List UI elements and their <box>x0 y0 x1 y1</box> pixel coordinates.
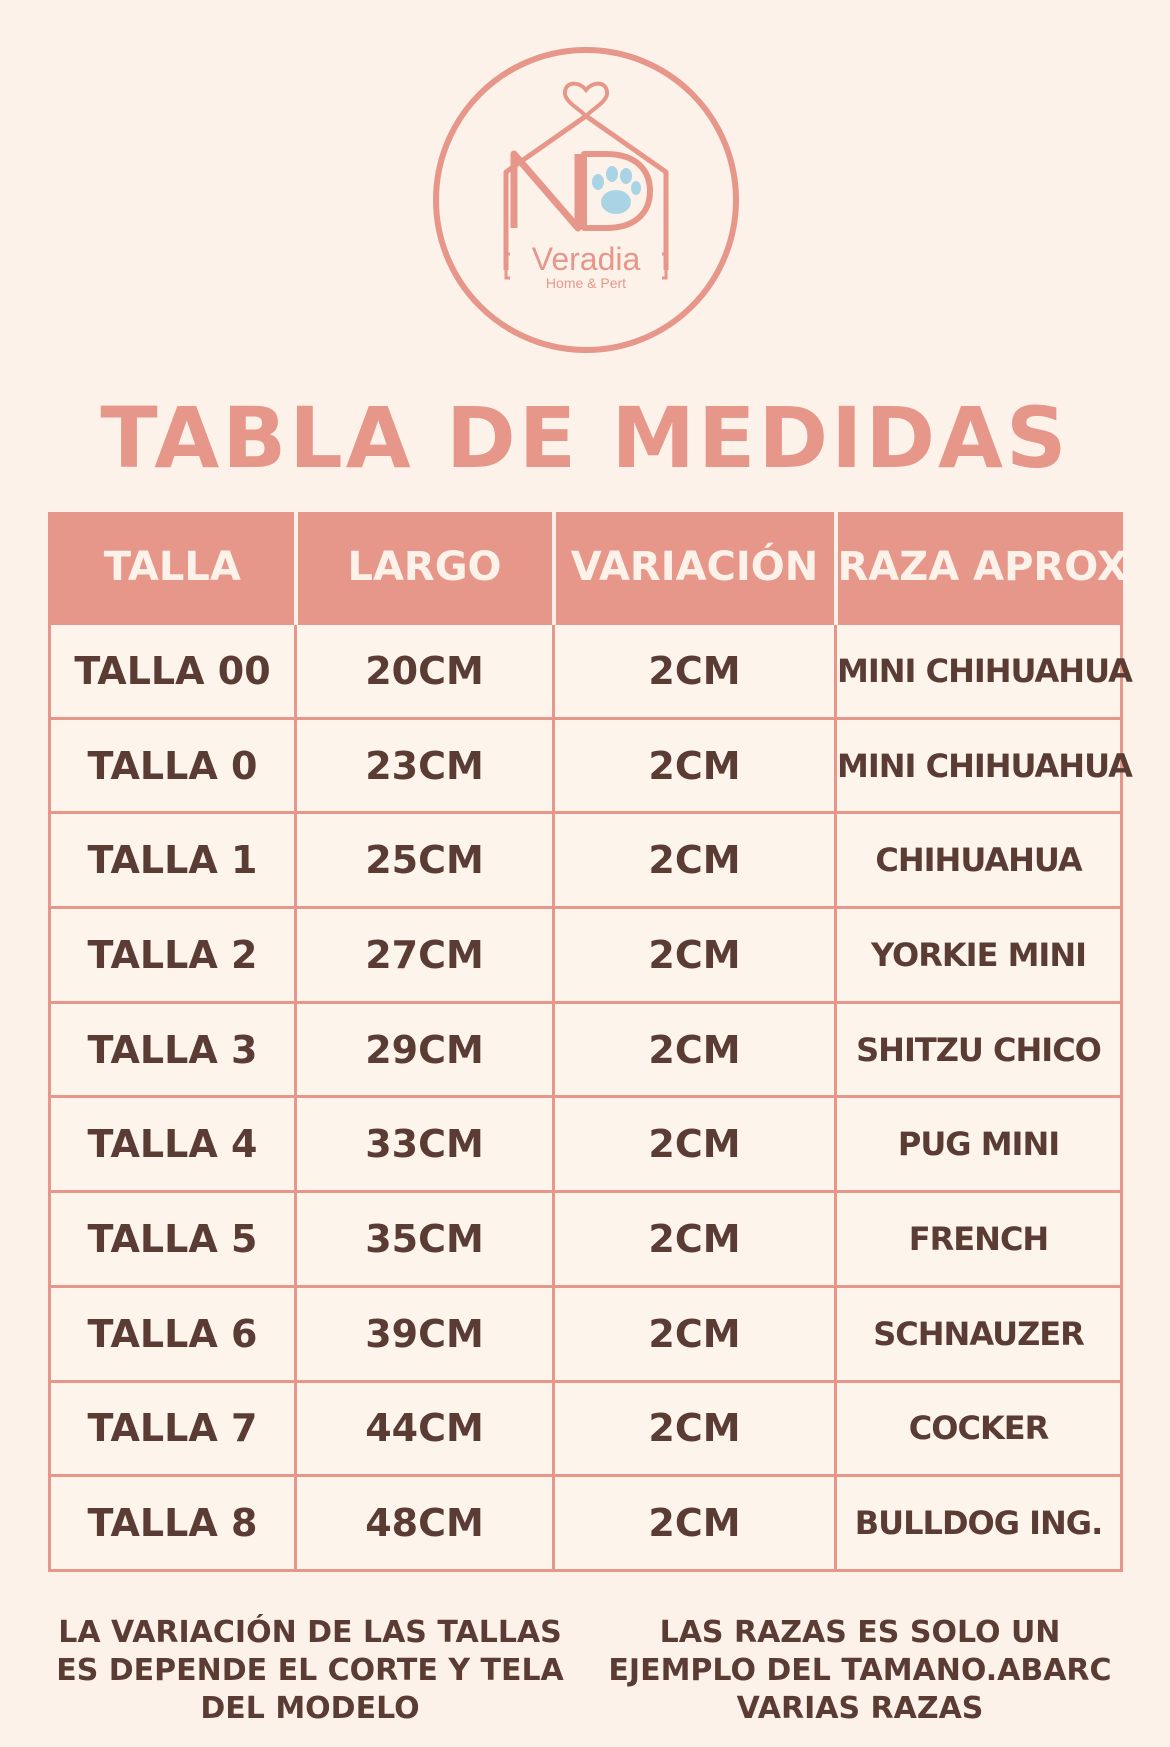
table-row <box>50 1286 1122 1381</box>
cell-variacion: 2CM <box>554 1097 836 1192</box>
note-line: DEL MODELO <box>200 1691 420 1726</box>
cell-variacion: 2CM <box>554 1192 836 1287</box>
page-title: TABLA DE MEDIDAS <box>100 389 1070 487</box>
note-line: LAS RAZAS ES SOLO UN <box>659 1615 1061 1650</box>
table-row <box>50 1381 1122 1476</box>
cell-variacion: 2CM <box>554 1476 836 1571</box>
cell-largo: 48CM <box>296 1476 554 1571</box>
table-row <box>50 1097 1122 1192</box>
note-breeds <box>590 1614 1130 1728</box>
cell-raza: SHITZU CHICO <box>836 1002 1122 1097</box>
cell-variacion: 2CM <box>554 1286 836 1381</box>
cell-talla: TALLA 4 <box>50 1097 296 1192</box>
cell-largo: 23CM <box>296 718 554 813</box>
cell-talla: TALLA 00 <box>50 624 296 719</box>
cell-raza: YORKIE MINI <box>836 908 1122 1003</box>
cell-variacion: 2CM <box>554 1381 836 1476</box>
note-line: EJEMPLO DEL TAMANO.ABARC <box>608 1653 1112 1688</box>
cell-variacion: 2CM <box>554 624 836 719</box>
logo-mark <box>428 42 744 358</box>
cell-variacion: 2CM <box>554 813 836 908</box>
cell-largo: 33CM <box>296 1097 554 1192</box>
header-talla: TALLA <box>50 512 296 624</box>
cell-raza: FRENCH <box>836 1192 1122 1287</box>
cell-raza: COCKER <box>836 1381 1122 1476</box>
cell-raza: BULLDOG ING. <box>836 1476 1122 1571</box>
paw-icon <box>592 166 641 214</box>
brand-logo <box>428 42 744 358</box>
cell-largo: 39CM <box>296 1286 554 1381</box>
note-line: LA VARIACIÓN DE LAS TALLAS <box>58 1615 562 1650</box>
table-row <box>50 1476 1122 1571</box>
cell-raza: SCHNAUZER <box>836 1286 1122 1381</box>
table-row <box>50 1002 1122 1097</box>
cell-talla: TALLA 3 <box>50 1002 296 1097</box>
cell-largo: 29CM <box>296 1002 554 1097</box>
logo-tagline-text: Home & Pert <box>545 275 627 291</box>
cell-talla: TALLA 6 <box>50 1286 296 1381</box>
cell-raza: PUG MINI <box>836 1097 1122 1192</box>
header-raza: RAZA APROX <box>836 512 1122 624</box>
cell-talla: TALLA 2 <box>50 908 296 1003</box>
note-line: ES DEPENDE EL CORTE Y TELA <box>56 1653 564 1688</box>
note-line: VARIAS RAZAS <box>736 1691 984 1726</box>
logo-brand-text: Veradia <box>531 241 641 277</box>
cell-talla: TALLA 5 <box>50 1192 296 1287</box>
header-largo: LARGO <box>296 512 554 624</box>
cell-largo: 35CM <box>296 1192 554 1287</box>
cell-variacion: 2CM <box>554 1002 836 1097</box>
cell-variacion: 2CM <box>554 718 836 813</box>
table-row <box>50 624 1122 719</box>
size-table <box>48 512 1132 1572</box>
table-header-row <box>50 512 1122 624</box>
table-row <box>50 1192 1122 1287</box>
table-row <box>50 718 1122 813</box>
table-row <box>50 908 1122 1003</box>
cell-talla: TALLA 8 <box>50 1476 296 1571</box>
monogram-n <box>514 154 578 228</box>
cell-raza: MINI CHIHUAHUA <box>836 624 1122 719</box>
cell-largo: 25CM <box>296 813 554 908</box>
cell-variacion: 2CM <box>554 908 836 1003</box>
cell-largo: 27CM <box>296 908 554 1003</box>
cell-largo: 20CM <box>296 624 554 719</box>
cell-largo: 44CM <box>296 1381 554 1476</box>
note-variation <box>40 1614 580 1728</box>
footnotes <box>0 1614 1170 1734</box>
cell-talla: TALLA 1 <box>50 813 296 908</box>
table-row <box>50 813 1122 908</box>
cell-talla: TALLA 0 <box>50 718 296 813</box>
heart-icon <box>565 84 607 116</box>
cell-raza: MINI CHIHUAHUA <box>836 718 1122 813</box>
header-variacion: VARIACIÓN <box>554 512 836 624</box>
cell-raza: CHIHUAHUA <box>836 813 1122 908</box>
cell-talla: TALLA 7 <box>50 1381 296 1476</box>
